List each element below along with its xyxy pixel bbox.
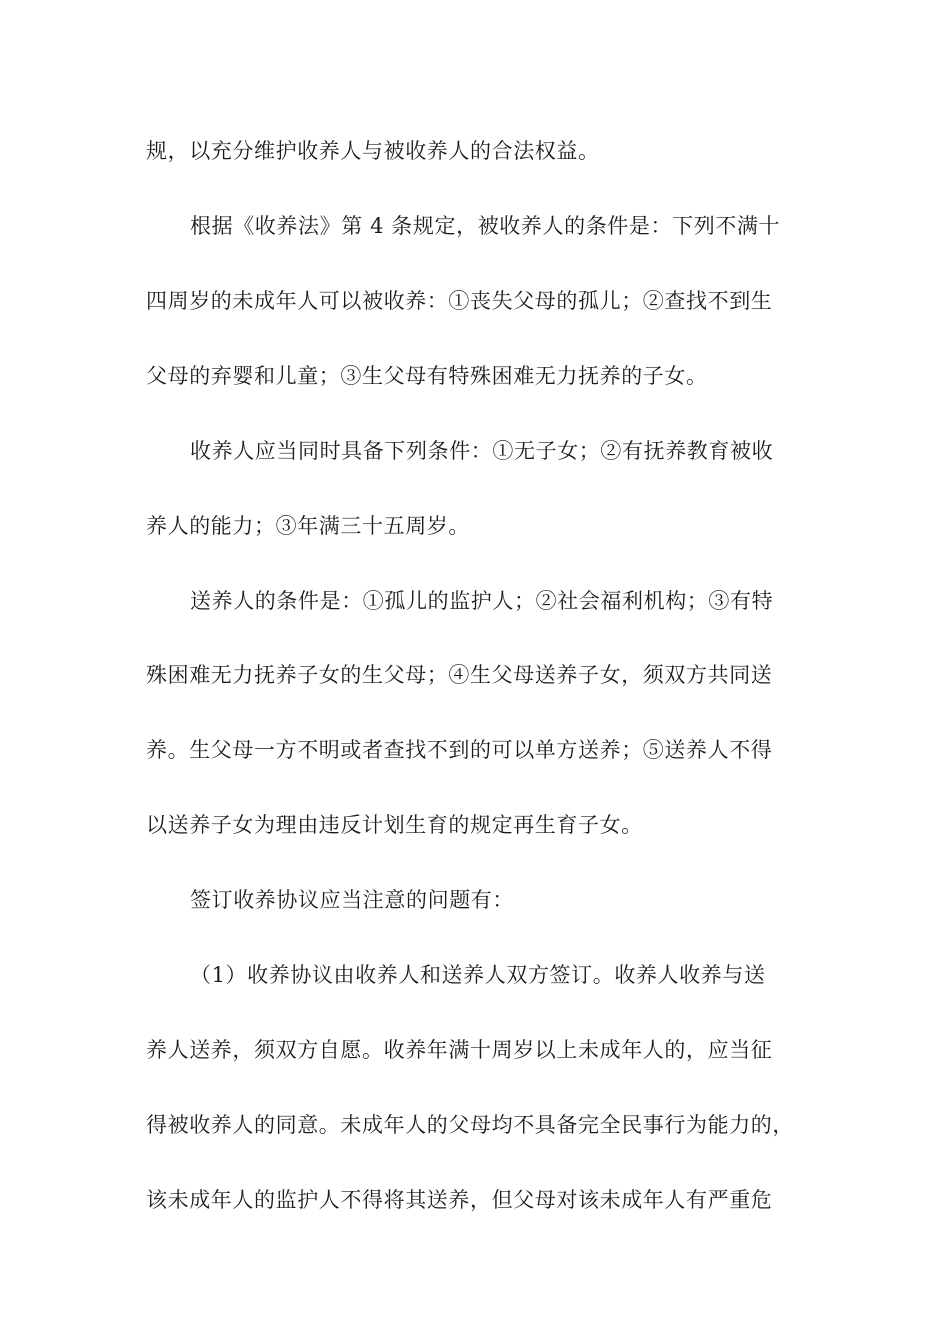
paragraph-first-line: 收养人应当同时具备下列条件：①无子女；②有抚养教育被收	[190, 439, 774, 463]
text-line: 养人的能力；③年满三十五周岁。	[146, 514, 470, 538]
paragraph-first-line: 送养人的条件是：①孤儿的监护人；②社会福利机构；③有特	[190, 589, 774, 613]
text-line: 四周岁的未成年人可以被收养：①丧失父母的孤儿；②查找不到生	[146, 289, 773, 313]
paragraph-first-line: （1）收养协议由收养人和送养人双方签订。收养人收养与送	[190, 963, 766, 987]
text-line: 殊困难无力抚养子女的生父母；④生父母送养子女，须双方共同送	[146, 663, 773, 687]
text-line: 规，以充分维护收养人与被收养人的合法权益。	[146, 139, 600, 163]
text-line: 该未成年人的监护人不得将其送养，但父母对该未成年人有严重危	[146, 1188, 773, 1212]
text-line: 养。生父母一方不明或者查找不到的可以单方送养；⑤送养人不得	[146, 738, 773, 762]
text-line: 养人送养，须双方自愿。收养年满十周岁以上未成年人的，应当征	[146, 1038, 773, 1062]
text-line: 父母的弃婴和儿童；③生父母有特殊困难无力抚养的子女。	[146, 364, 708, 388]
paragraph-first-line: 签订收养协议应当注意的问题有：	[190, 888, 514, 912]
text-line: 以送养子女为理由违反计划生育的规定再生育子女。	[146, 813, 643, 837]
paragraph-first-line: 根据《收养法》第 4 条规定，被收养人的条件是：下列不满十	[190, 214, 781, 238]
text-line: 得被收养人的同意。未成年人的父母均不具备完全民事行为能力的，	[146, 1113, 794, 1137]
